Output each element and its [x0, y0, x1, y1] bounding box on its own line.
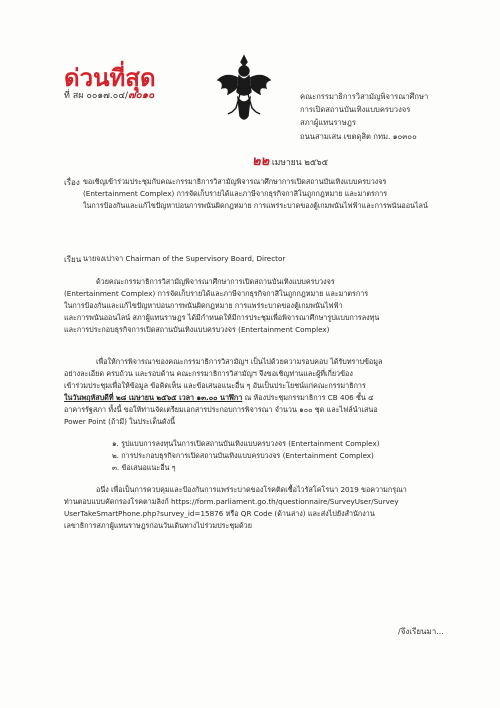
paragraph-line: (Entertainment Complex) การจัดเก็บรายได้และภาษีจากธุรกิจกาสิโนถูกกฎหมาย และมาตรการ [64, 289, 369, 298]
paragraph-line: เข้าร่วมประชุมเพื่อให้ข้อมูล ข้อคิดเห็น และข้อเสนอแนะอื่น ๆ อันเป็นประโยชน์แก่คณะกรรมาธิการ [64, 381, 366, 390]
paragraph-line: UserTakeSmartPhone.php?survey_id=15876 หรือ QR Code (ด้านล่าง) และส่งไปยังสำนักงาน [64, 509, 375, 518]
meeting-location: ณ ห้องประชุมกรรมาธิการ CB 406 ชั้น ๔ [242, 393, 374, 402]
garuda-emblem-icon [214, 52, 274, 128]
topic-item: ๓. ข้อเสนอแนะอื่น ๆ [112, 463, 176, 472]
sender-line: คณะกรรมาธิการวิสามัญพิจารณาศึกษา [300, 92, 429, 101]
paragraph-line: Power Point (ถ้ามี) ในประเด็นดังนี้ [64, 417, 175, 426]
paragraph-line: อนึ่ง เพื่อเป็นการควบคุมและป้องกันการแพร่ระบาดของโรคติดเชื้อไวรัสโคโรนา 2019 ขอความกรุณา [96, 485, 407, 494]
paragraph-line: ในการป้องกันและแก้ไขปัญหาบ่อนการพนันผิดกฎหมาย การแพร่ระบาดของตู้เกมพนันไฟฟ้า [64, 301, 343, 310]
subject-line: ขอเชิญเข้าร่วมประชุมกับคณะกรรมาธิการวิสามัญพิจารณาศึกษาการเปิดสถานบันเทิงแบบครบวงจร [83, 177, 387, 186]
paragraph-3 [64, 484, 452, 532]
paragraph-line: เพื่อให้การพิจารณาของคณะกรรมาธิการวิสามัญฯ เป็นไปด้วยความรอบคอบ ได้รับทราบข้อมูล [96, 357, 383, 366]
topic-list [112, 438, 380, 474]
paragraph-line: เลขาธิการสภาผู้แทนราษฎรก่อนวันเดินทางไปร่วมประชุมด้วย [64, 521, 252, 530]
date-month-year: เมษายน ๒๕๖๕ [271, 158, 329, 168]
subject-line: (Entertainment Complex) การจัดเก็บรายได้และภาษีจากธุรกิจกาสิโนถูกกฎหมาย และมาตรการ [83, 189, 388, 198]
document-number-handwritten: ๗๐๑๐ [128, 90, 155, 101]
topic-item: ๑. รูปแบบการลงทุนในการเปิดสถานบันเทิงแบบครบวงจร (Entertainment Complex) [112, 439, 380, 448]
date-day-handwritten: ๒๒ [252, 154, 270, 169]
paragraph-line: ท่านตอบแบบคัดกรองโรคตามลิงก์ https://form.parliament.go.th/questionnaire/SurveyUser/Survey [64, 497, 399, 506]
paragraph-line: และการประกอบธุรกิจการเปิดสถานบันเทิงแบบครบวงจร (Entertainment Complex) [64, 325, 330, 334]
urgent-stamp: ด่วนที่สุด [64, 64, 156, 92]
sender-line: ถนนสามเสน เขตดุสิต กทม. ๑๐๓๐๐ [300, 131, 417, 141]
meeting-date: ในวันพฤหัสบดีที่ ๒๘ เมษายน ๒๕๖๕ เวลา ๑๓.๐๐ นาฬิกา [64, 393, 243, 402]
sender-address [300, 90, 428, 143]
paragraph-line: ด้วยคณะกรรมาธิการวิสามัญพิจารณาศึกษาการเปิดสถานบันเทิงแบบครบวงจร [96, 277, 335, 286]
sender-line: การเปิดสถานบันเทิงแบบครบวงจร [300, 105, 411, 115]
paragraph-1 [64, 276, 452, 336]
subject-text [83, 176, 428, 212]
subject-label: เรื่อง [64, 178, 80, 187]
subject-line: ในการป้องกันและแก้ไขปัญหาบ่อนการพนันผิดกฎหมาย การแพร่ระบาดของตู้เกมพนันไฟฟ้าและการพนันออนไลน์ [83, 201, 428, 210]
document-number-prefix: ที่ สผ ๐๐๑๗.๐๔/ [64, 91, 129, 101]
meeting-line [64, 392, 452, 404]
topic-item: ๒. การประกอบธุรกิจการเปิดสถานบันเทิงแบบครบวงจร (Entertainment Complex) [112, 451, 374, 460]
sender-line: สภาผู้แทนราษฎร [300, 118, 356, 128]
attention-text: นายจงเปาจา Chairman of the Supervisory Board, Director [83, 254, 286, 263]
attention-label: เรียน [64, 255, 82, 264]
paragraph-line: และการพนันออนไลน์ สภาผู้แทนราษฎร ได้มีกำหนดให้มีการประชุมเพื่อพิจารณาศึกษารูปแบบการลงทุน [64, 313, 380, 322]
signoff-text: /จึงเรียนมา... [398, 627, 444, 636]
document-number [64, 88, 154, 103]
paragraph-line: อย่างละเอียด ครบถ้วน และรอบด้าน คณะกรรมาธิการวิสามัญฯ จึงขอเชิญท่านและผู้ที่เกี่ยวข้อง [64, 369, 353, 378]
letter-date [252, 150, 328, 171]
paragraph-line: อาคารรัฐสภา ทั้งนี้ ขอให้ท่านจัดเตรียมเอกสารประกอบการพิจารณา จำนวน ๑๐๐ ชุด และไฟล์นำเสนอ [64, 405, 378, 414]
paragraph-2 [64, 356, 452, 428]
